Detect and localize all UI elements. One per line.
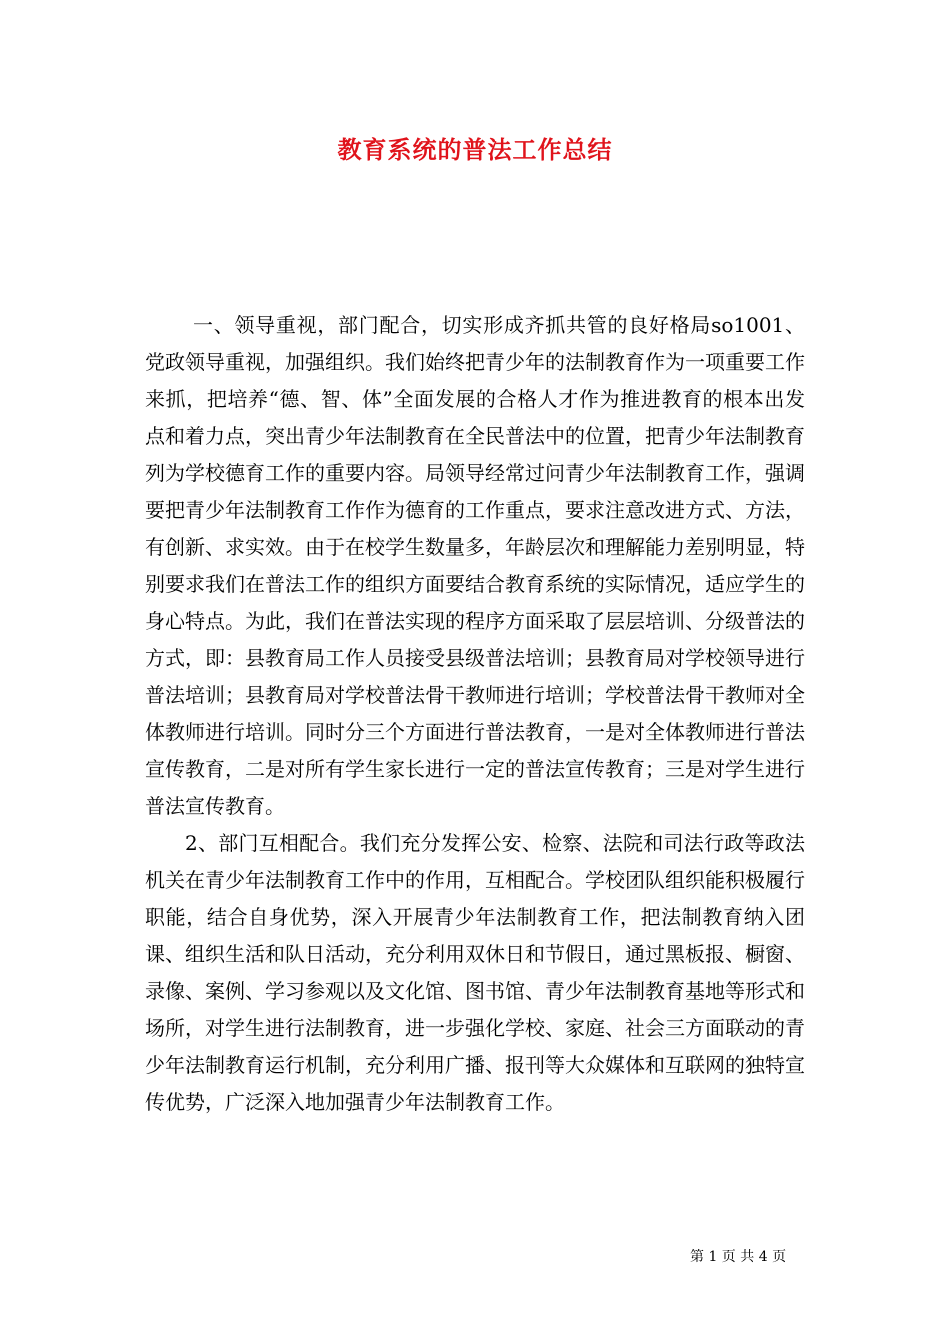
paragraph-cooperation: 2、部门互相配合。我们充分发挥公安、检察、法院和司法行政等政法机关在青少年法制教育工作中的作用，互相配合。学校团队组织能积极履行职能，结合自身优势，深入开展青少年法制教育工作，把法制教育纳入团课、组织生活和队日活动，充分利用双休日和节假日，通过黑板报、橱窗、录像、案例、学习参观以及文化馆、图书馆、青少年法制教育基地等形式和场所，对学生进行法制教育，进一步强化学校、家庭、社会三方面联动的青少年法制教育运行机制，充分利用广播、报刊等大众媒体和互联网的独特宣传优势，广泛深入地加强青少年法制教育工作。 — [145, 831, 805, 1114]
page-number-footer: 第 1 页 共 4 页 — [690, 1249, 787, 1265]
document-body — [145, 307, 805, 1121]
document-title: 教育系统的普法工作总结 — [337, 135, 613, 164]
paragraph-leadership: 一、领导重视，部门配合，切实形成齐抓共管的良好格局so1001、党政领导重视，加强组织。我们始终把青少年的法制教育作为一项重要工作来抓，把培养“德、智、体”全面发展的合格人才作为推进教育的根本出发点和着力点，突出青少年法制教育在全民普法中的位置，把青少年法制教育列为学校德育工作的重要内容。局领导经常过问青少年法制教育工作，强调要把青少年法制教育工作作为德育的工作重点，要求注意改进方式、方法，有创新、求实效。由于在校学生数量多，年龄层次和理解能力差别明显，特别要求我们在普法工作的组织方面要结合教育系统的实际情况，适应学生的身心特点。为此，我们在普法实现的程序方面采取了层层培训、分级普法的方式，即：县教育局工作人员接受县级普法培训；县教育局对学校领导进行普法培训；县教育局对学校普法骨干教师进行培训；学校普法骨干教师对全体教师进行培训。同时分三个方面进行普法教育，一是对全体教师进行普法宣传教育，二是对所有学生家长进行一定的普法宣传教育；三是对学生进行普法宣传教育。 — [145, 313, 805, 818]
